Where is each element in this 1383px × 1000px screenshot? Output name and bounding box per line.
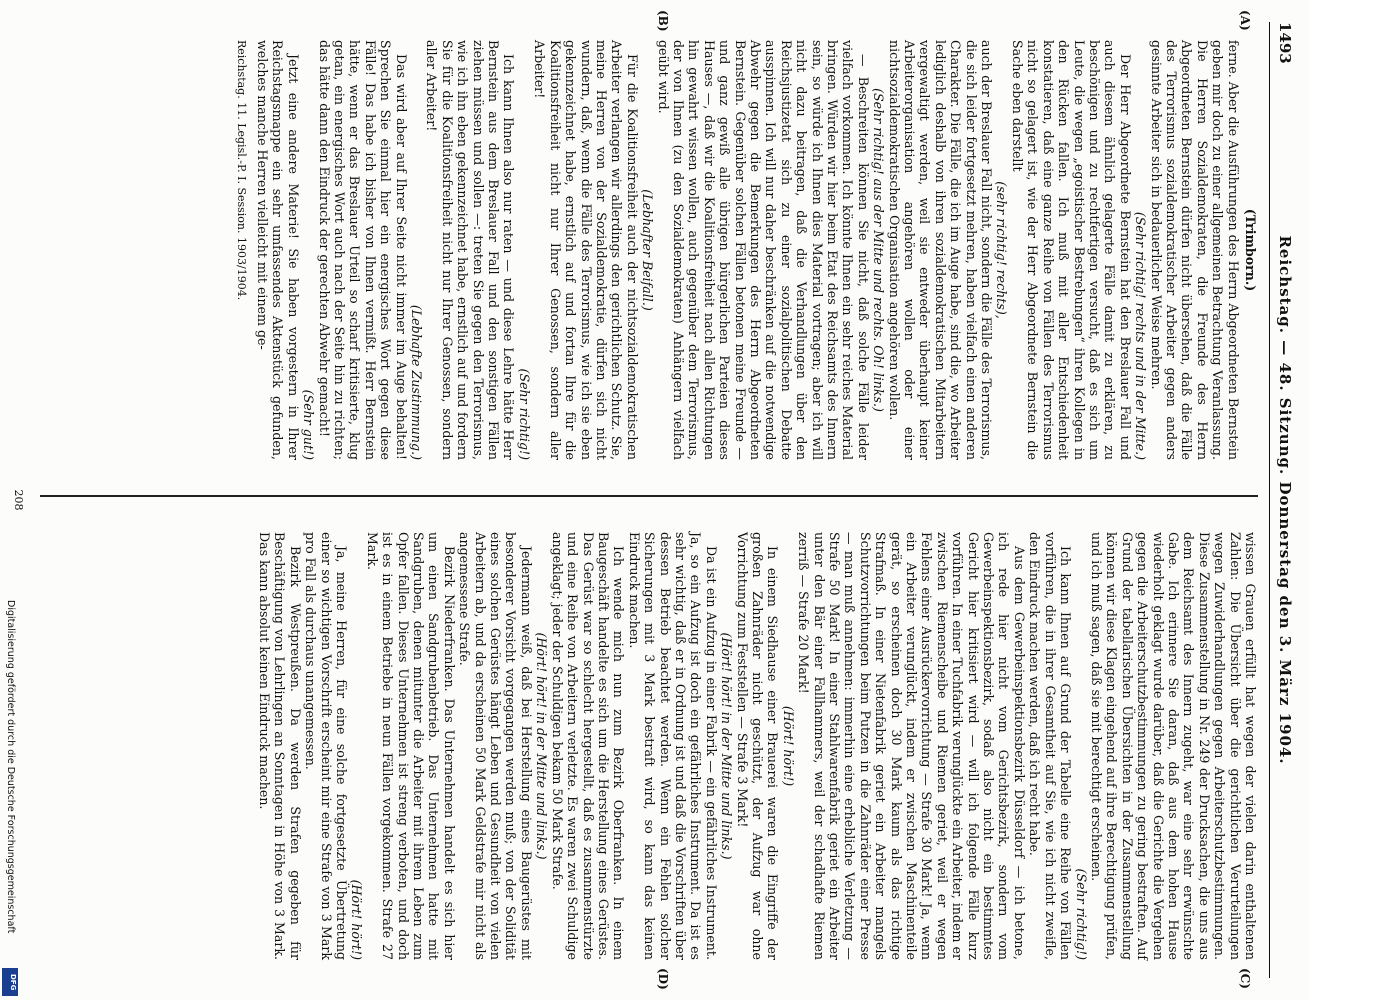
remark: (Sehr richtig! aus der Mitte und rechts. Oh! links.) bbox=[871, 88, 887, 412]
dfg-logo-icon: DFG bbox=[2, 968, 18, 996]
paragraph: auch der Breslauer Fall nicht, sondern die Fälle des Terrorismus, die sich leider fortgesetzt mehren, haben vielfach einen anderen Charakter. Die Fälle, die ich im Auge habe, sind die, wo Arbeiter lediglich deshalb von ihren sozialdemokratischen Mitarbeitern vergewaltigt werden, weil sie entweder überhaupt keiner Arbeiterorganisation angehören wollen oder einer nichtsozialdemokratischen Organisation angehören wollen. bbox=[886, 40, 995, 460]
remark: (Lebhafte Zustimmung.) bbox=[409, 304, 425, 460]
digitization-credit: Digitalisierung gefördert durch die Deutsche Forschungsgemeinschaft bbox=[5, 600, 16, 934]
paragraph: Das wird aber auf Ihrer Seite nicht immer im Auge behalten! Sprechen Sie einmal hier ein energisches Wort gegen diese Fälle! Das habe ich bisher von Ihnen vermißt. Herr Bernstein hätte, wenn er das Breslauer Urteil so scharf kritisierte, klug getan, ein energisches Wort auch nach der Seite hin zu richten; das hätte dann den Eindruck der gerechten Abwehr gemacht! bbox=[316, 40, 409, 460]
digitization-sidebar bbox=[0, 0, 18, 1000]
paragraph: Bezirk Westpreußen. Da werden Strafen gegeben für Beschäftigung von Lehrlingen an Sonntagen in Höhe von 3 Mark. Das kann absolut keinen Eindruck machen. bbox=[257, 532, 303, 960]
paragraph: Da ist ein Aufzug in einer Fabrik — ein gefährliches Instrument. Ja, so ein Aufzug ist doch ein gefährliches Instrument. Da ist es sehr wichtig, daß er in Ordnung ist und daß die Vorschriften über dessen Betrieb beachtet werden. Wenn ein Fehlen solcher Sicherungen mit 3 Mark bestraft wird, so kann das keinen Eindruck machen. bbox=[626, 532, 719, 960]
paragraph: Ich kann Ihnen also nur raten — und diese Lehre hätte Herr Bernstein aus dem Breslauer Fall und den sonstigen Fällen ziehen müssen und sollen —: treten Sie gegen den Terrorismus, wie ich ihn eben gekennzeichnet habe, ernstlich auf und fordern Sie für die Koalitionsfreiheit nicht nur Ihrer Genossen, sondern aller Arbeiter! bbox=[424, 40, 517, 460]
paragraph: ferne. Aber die Ausführungen des Herrn Abgeordneten Bernstein geben mir doch zu einer allgemeinen Betrachtung Veranlassung. Die Herren Sozialdemokraten, die Freunde des Herrn Abgeordneten Bernstein dürfen nicht übersehen, daß die Fälle des Terrorismus sozialdemokratischer Arbeiter gegen anders gesinnte Arbeiter sich in bedauerlicher Weise mehren. bbox=[1148, 40, 1241, 460]
page-number: 1493 bbox=[1276, 22, 1294, 64]
remark: (Lebhafter Beifall.) bbox=[640, 189, 656, 311]
paragraph: Ich kann Ihnen auf Grund der Tabelle eine Reihe von Fällen vorführen, die in ihrer Gesamtheit auf Sie, wie ich nicht zweifle, den Eindruck machen werden, daß ich recht habe. bbox=[1027, 532, 1074, 960]
paragraph: Ich wende mich nun zum Bezirk Oberfranken. In einem Baugeschäft handelte es sich um die Herstellung eines Gerüstes. Das Gerüst war so schlecht hergestellt, daß es zusammenstürzte und eine Reihe von Arbeitern verletzte. Es waren zwei Schuldige angeklagt; jeder der Schuldigen bekam 50 Mark Strafe. bbox=[549, 532, 627, 960]
paragraph: wissen Grauen erfüllt hat wegen der vielen darin enthaltenen Zahlen: Die Übersicht über die gerichtlichen Verurteilungen wegen Zuwiderhandlungen gegen Arbeiterschutzbestimmungen. Diese Zusammenstellung in Nr. 249 der Drucksachen, die uns aus dem Reichsamt des Innern zugeht, war eine sehr erwünschte Gabe. Ich erinnere Sie daran, daß aus dem hohen Hause wiederholt geklagt wurde darüber, daß die Gerichte die Vergehen gegen die Arbeiterschutzbestimmungen zu gering bestraften. Auf Grund der tabellarischen Übersichten in der Zusammenstellung können wir diese Klagen eingehend auf ihre Berechtigung prüfen, und ich muß sagen, daß sie mit berechtigt erscheinen. bbox=[1088, 532, 1258, 960]
remark: (sehr richtig! rechts), bbox=[994, 181, 1010, 319]
remark: (Sehr richtig! rechts und in der Mitte.) bbox=[1133, 211, 1149, 460]
session-footer: Reichstag. 11. Legisl.-P. I. Session. 1903/1904. bbox=[234, 40, 248, 301]
margin-marker-d: (D) bbox=[656, 968, 670, 990]
column-divider bbox=[40, 495, 1258, 497]
remark: (Sehr gut!) bbox=[301, 389, 317, 460]
margin-marker-c: (C) bbox=[1238, 968, 1252, 989]
running-title: Reichstag. — 48. Sitzung. Donnerstag den 3. März 1904. bbox=[1276, 235, 1294, 765]
remark: (Hört! hört! in der Mitte und links.) bbox=[534, 632, 550, 860]
paragraph: In einem Siedhause einer Brauerei waren die Eingriffe der großen Zahnräder nicht geschützt, der Aufzug war ohne Vorrichtung zum Feststellen — Strafe 3 Mark! bbox=[734, 532, 781, 960]
page-header bbox=[1269, 22, 1296, 978]
remark: (Hört! hört!) bbox=[349, 879, 365, 960]
speaker-name: (Trimborn.) bbox=[1243, 208, 1258, 292]
remark: (Hört! hört!) bbox=[780, 705, 796, 787]
paragraph: — Beschreiten können Sie nicht, daß solche Fälle leider vielfach vorkommen. Ich könnte Ihnen ein sehr reiches Material bringen. Würden wir hier beim Etat des Reichsamts des Innern sein, so würde ich Ihnen dies Material vortragen; aber ich will nicht dazu beitragen, daß die Verhandlungen über den Reichsjustizetat sich zu einer sozialpolitischen Debatte ausspinnen. Ich will nur daher beschränken auf die notwendige Abwehr gegen die Bemerkungen des Herrn Abgeordneten Bernstein. Gegenüber solchen Fällen betonen meine Freunde — und ganz gewiß alle übrigen bürgerlichen Parteien dieses Hauses —, daß wir die Koalitionsfreiheit nach allen Richtungen hin gewahrt wissen wollen, auch gegenüber dem Terrorismus, der von Ihnen (zu den Sozialdemokraten) Anhängern vielfach geübt wird. bbox=[655, 40, 871, 460]
remark: (Sehr richtig!) bbox=[516, 368, 532, 460]
paragraph: Für die Koalitionsfreiheit auch der nichtsozialdemokratischen Arbeiter verlangen wir allerdings den gerichtlichen Schutz. Sie, meine Herren von der Sozialdemokratie, dürfen sich nicht wundern, daß, wenn die Fälle des Terrorismus, wie ich sie eben gekennzeichnet habe, ernstlich auf und fortan Ihre für die Koalitionsfreiheit nicht nur Ihrer Genossen, sondern aller Arbeiter! bbox=[532, 40, 640, 460]
paragraph: Aus dem Gewerbeinspektionsbezirk Düsseldorf — ich betone, ich rede hier nicht vom Gerichtsbezirk, sondern vom Gewerbeinspektionsbezirk, sodaß also nicht ein bestimmtes Gericht hier kritisiert wird — will ich folgende Fälle kurz vorführen. In einer Tuchfabrik verunglückte ein Arbeiter, indem er zwischen Riemenscheibe und Riemen geriet, weil er wegen Fehlens einer Ausrückervorrichtung — Strafe 30 Mark! Ja, wenn ein Arbeiter verunglückt, indem er zwischen Maschinenteile gerät, so erscheinen doch 30 Mark kaum als das richtige Strafmaß. In einer Nietenfabrik geriet ein Arbeiter mangels Schutzvorrichtungen beim Putzen in die Zahnräder einer Presse — man muß annehmen: immerhin eine erhebliche Verletzung — Strafe 50 Mark! In einer Stahlwarenfabrik geriet ein Arbeiter unter den Bär einer Fallhammers, weil der schadhafte Riemen zerriß — Strafe 20 Mark! bbox=[796, 532, 1027, 960]
margin-marker-a: (A) bbox=[1238, 10, 1252, 31]
left-column bbox=[40, 40, 1258, 460]
paragraph: Der Herr Abgeordnete Bernstein hat den Breslauer Fall und auch diesem ähnlich gelagerte Fälle damit zu erklären, zu beschönigen und zu rechtfertigen versucht, daß es sich um Leute, die wegen „egoistischer Bestrebungen“ ihren Kollegen in den Rücken fallen. Ich muß mit aller Entschiedenheit konstatieren, daß eine ganze Reihe von Fällen des Terrorismus nicht so gelagert ist, wie der Herr Abgeordnete Bernstein die Sache eben darstellt bbox=[1009, 40, 1133, 460]
margin-marker-b: (B) bbox=[656, 10, 670, 32]
paragraph: Ja, meine Herren, für eine solche fortgesetzte Übertretung einer so wichtigen Vorschrift erscheint mir eine Strafe von 3 Mark pro Fall als durchaus unangemessen. bbox=[303, 532, 350, 960]
page-signature: 208 bbox=[12, 489, 25, 511]
remark: (Hört! hört! in der Mitte und links.) bbox=[719, 632, 735, 860]
paragraph: Jetzt eine andere Materie! Sie haben vorgestern in Ihrer Reichstagsmappe ein sehr umfassendes Aktenstück gefunden, welches manche Herren vielleicht mit einem ge- bbox=[255, 40, 301, 460]
right-column bbox=[40, 532, 1258, 960]
remark: (Sehr richtig!) bbox=[1073, 868, 1089, 960]
paragraph: Jedermann weiß, daß bei Herstellung eines Baugerüstes mit besonderer Vorsicht vorgegangen werden muß; von der Solidität eines solchen Gerüstes hängt Leben und Gesundheit von vielen Arbeitern ab, und da erscheinen 50 Mark Geldstrafe mir nicht als angemessene Strafe. bbox=[457, 532, 534, 960]
paragraph: Bezirk Niederfranken. Das Unternehmen handelt es sich hier um einen Sandgrubenbetrieb. Das Unternehmen hatte mit Sandgruben, denen mitunter die Arbeiter mit ihrem Leben zum Opfer fallen. Dieses Unternehmen ist streng verboten, und doch ist es in einem Betriebe in neun Fällen vorgekommen. Strafe 27 Mark. bbox=[364, 532, 457, 960]
